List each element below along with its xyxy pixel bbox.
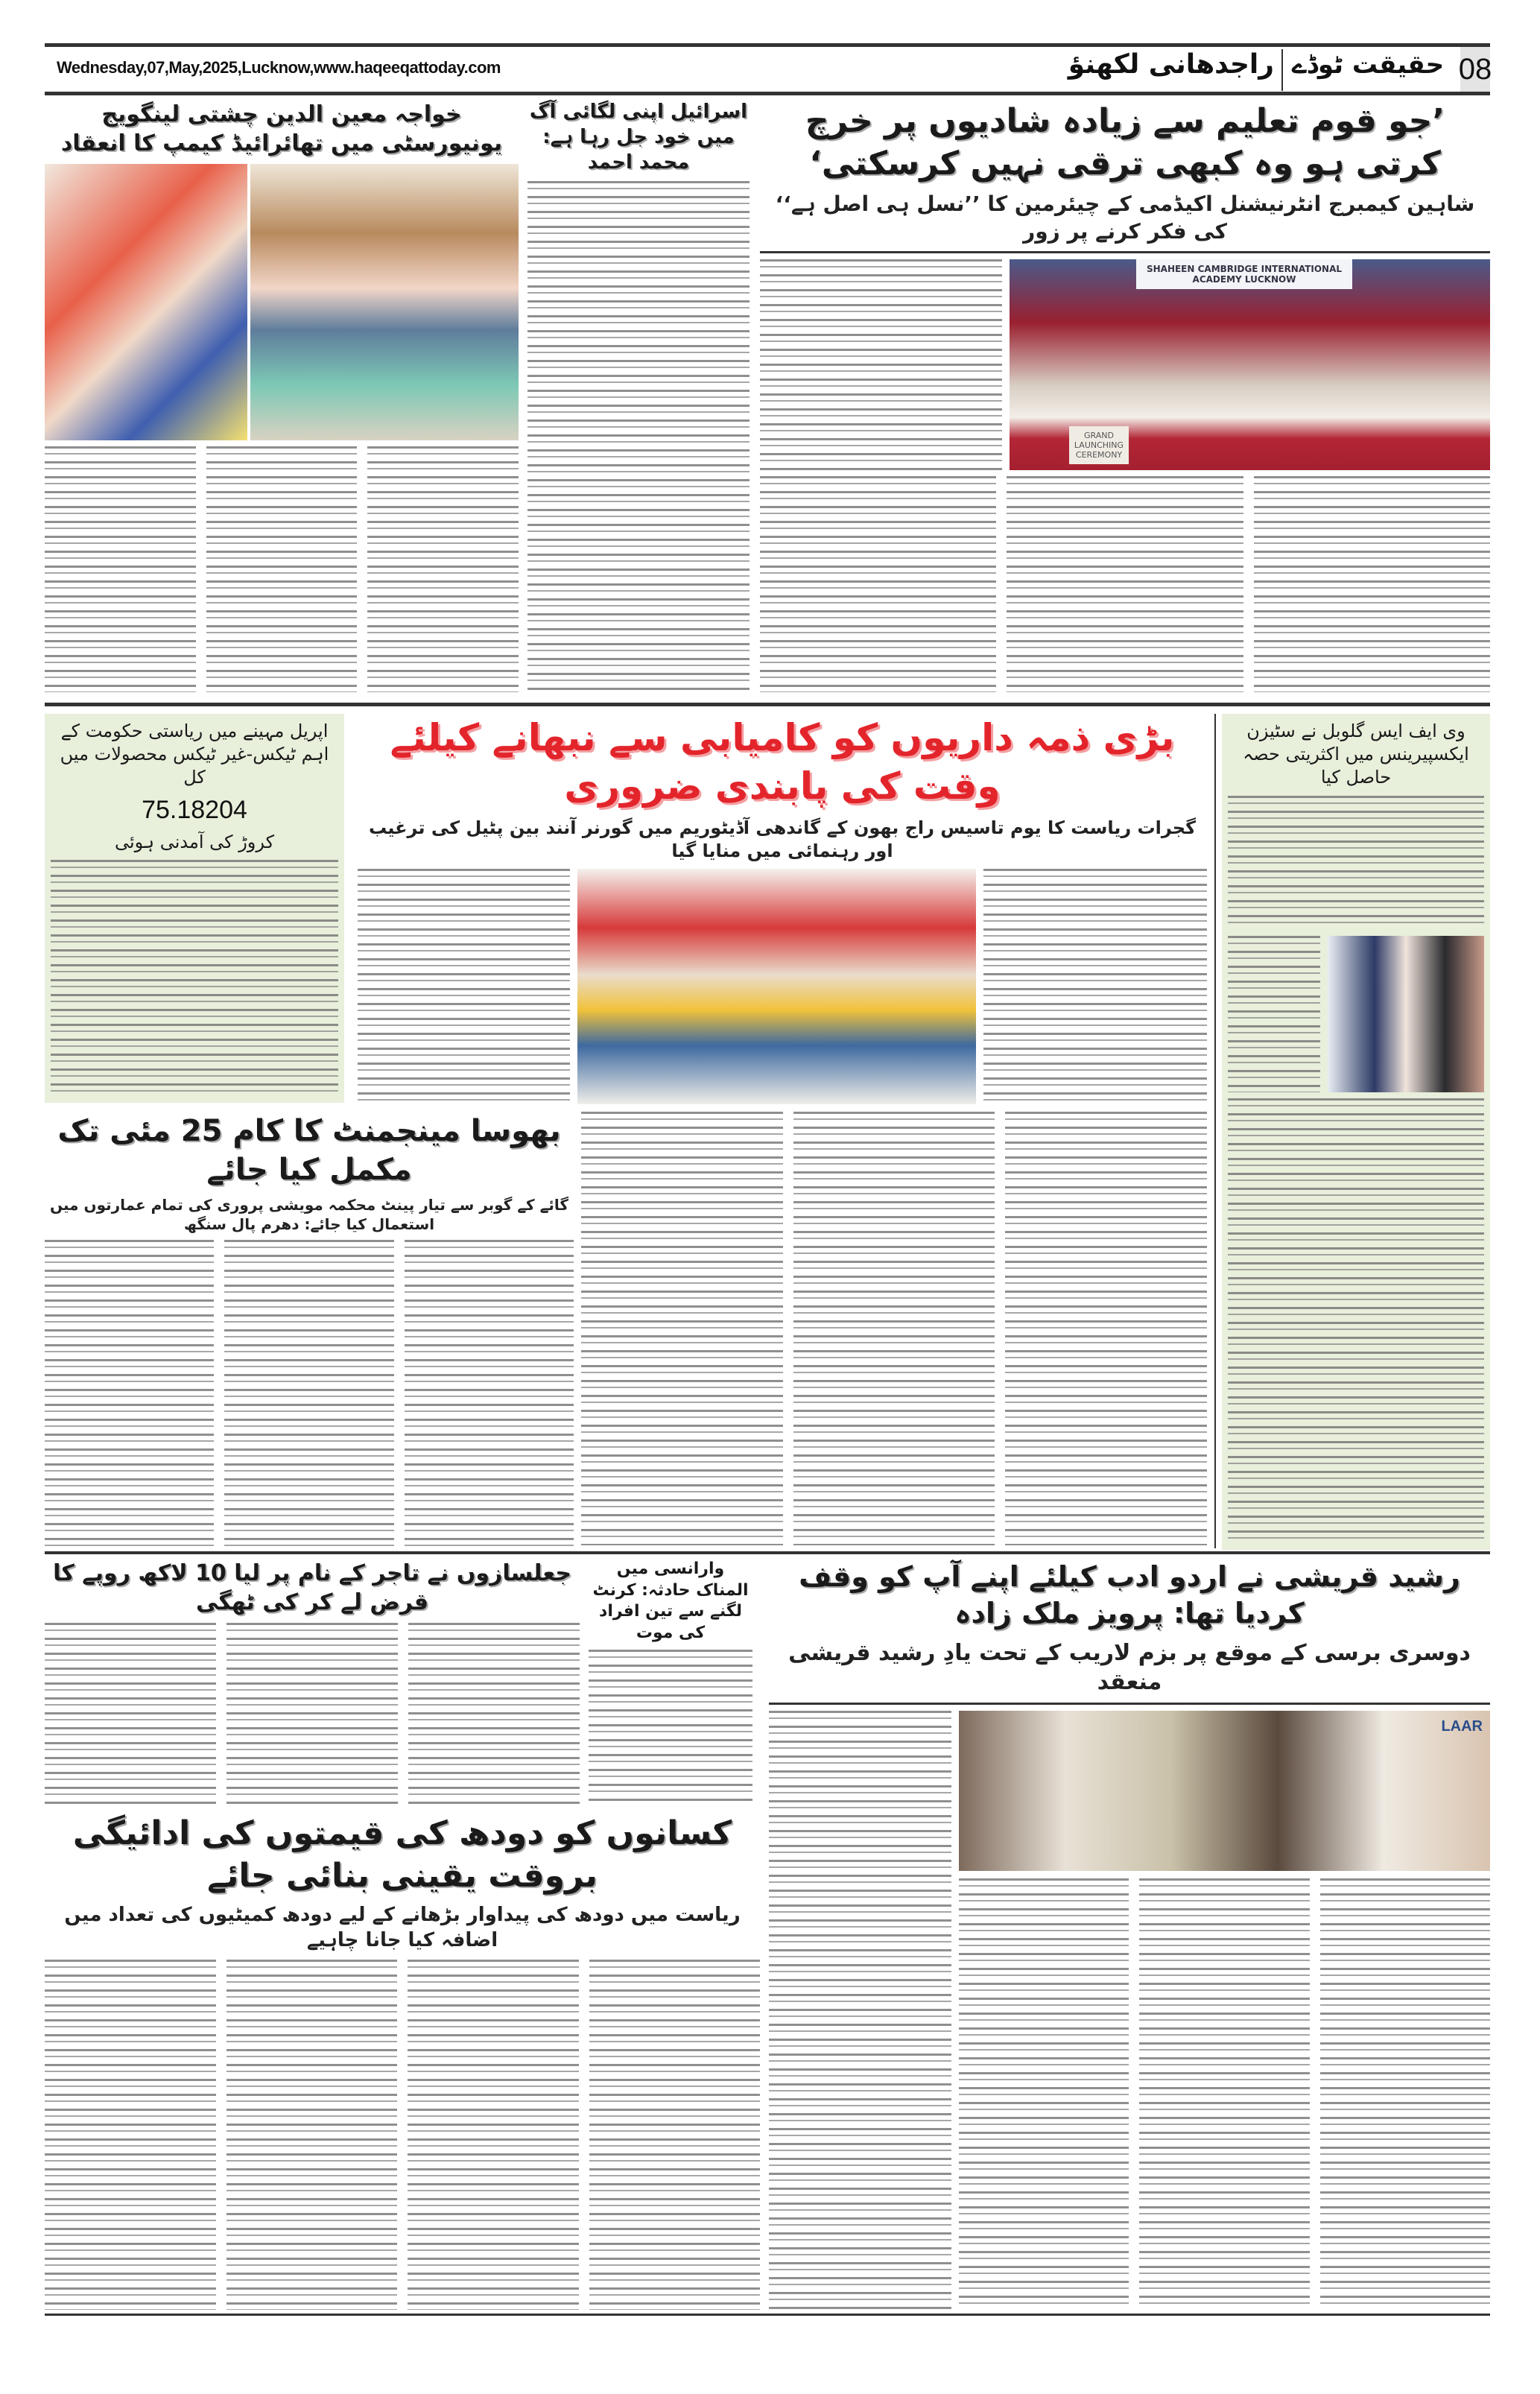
text-column: [224, 1240, 393, 1547]
governor-group-photo: [577, 869, 976, 1104]
rashid-main: [959, 1711, 1490, 2310]
rashid-headline: رشید قریشی نے اردو ادب کیلئے اپنے آپ کو وقف کردیا تھا: پرویز ملک زادہ: [799, 1560, 1460, 1630]
milk-body: [45, 1960, 760, 2310]
event-banner: SHAHEEN CAMBRIDGE INTERNATIONAL ACADEMY LUCKNOW: [1136, 259, 1352, 289]
revenue-box: [45, 714, 344, 1103]
text-column: [226, 1623, 398, 1805]
dateline: Wednesday,07,May,2025,Lucknow,www.haqeeqattoday.com: [57, 58, 501, 77]
rashid-article: [769, 1559, 1490, 2310]
revenue-amount: 75.18204: [142, 795, 247, 824]
text-column: [1254, 476, 1490, 692]
text-column: [1320, 1878, 1490, 2310]
text-column: [1007, 476, 1243, 692]
israel-body: [527, 181, 750, 692]
bottom-rule: [45, 2314, 1490, 2316]
varanasi-body: [589, 1650, 752, 1805]
text-column: [1228, 796, 1484, 930]
revenue-headline-end: کروڑ کی آمدنی ہوئی: [114, 831, 275, 852]
gujarat-subhead: گجرات ریاست کا یوم تاسیس راج بھون کے گاندھی آڈیٹوریم میں گورنر آنند بین پٹیل کی ترغیب اور رہنمائی میں منایا گیا: [368, 817, 1197, 862]
text-column: [1228, 936, 1320, 1092]
varanasi-headline: وارانسی میں المناک حادثہ: کرنٹ لگنے سے تین افراد کی موت: [592, 1559, 749, 1642]
bhusa-article: [45, 1112, 574, 1547]
rashid-subhead: دوسری برسی کے موقع پر بزم لاریب کے تحت یادِ رشید قریشی منعقد: [788, 1639, 1471, 1695]
memorial-meeting-photo: [959, 1711, 1490, 1871]
thyroid-article: [45, 100, 519, 692]
text-column: [1228, 1098, 1484, 1544]
text-column: [45, 1623, 216, 1805]
fraud-body: [45, 1623, 580, 1805]
milk-headline: کسانوں کو دودھ کی قیمتوں کی ادائیگی بروقت یقینی بنائی جائے: [72, 1814, 732, 1896]
text-column: [760, 259, 1002, 470]
education-event-photo: [1010, 259, 1490, 470]
text-column: [589, 1960, 761, 2310]
gujarat-content-row: [358, 869, 1207, 1104]
fraud-article: [45, 1559, 580, 1805]
text-column: [367, 446, 519, 692]
text-column: [206, 446, 358, 692]
text-column: [408, 1960, 579, 2310]
section-rule-1: [45, 703, 1490, 706]
masthead-bottom-rule: [45, 92, 1490, 95]
thyroid-photo-row: [45, 164, 519, 440]
varanasi-article: [589, 1559, 752, 1805]
column-divider: [1214, 714, 1216, 1548]
education-article: [760, 100, 1490, 692]
text-column: [769, 1711, 951, 2310]
education-body-top: [760, 259, 1002, 470]
text-column: [51, 860, 338, 1097]
vfs-body: [1228, 1098, 1484, 1544]
section-rule-2: [45, 1551, 1490, 1554]
rashid-content-row: [769, 1711, 1490, 2310]
education-subhead: شاہین کیمبرج انٹرنیشنل اکیڈمی کے چیئرمین کا ’’نسل ہی اصل ہے‘‘ کی فکر کرنے پر زور: [775, 191, 1475, 244]
israel-article: [527, 100, 750, 692]
text-column: [581, 1112, 783, 1545]
text-column: [358, 869, 570, 1104]
bhusa-headline: بھوسا مینجمنٹ کا کام 25 مئی تک مکمل کیا جائے: [57, 1114, 561, 1187]
israel-headline: اسرائیل اپنی لگائی آگ میں خود جل رہا ہے: محمد احمد: [529, 101, 748, 174]
education-headline: ’جو قوم تعلیم سے زیادہ شادیوں پر خرچ کرتی ہو وہ کبھی ترقی نہیں کرسکتی‘: [805, 102, 1445, 183]
bhusa-subhead: گائے کے گوبر سے تیار پینٹ محکمہ مویشی پروری کی تمام عمارتوں میں استعمال کیا جائے: دھرم پال سنگھ: [50, 1196, 568, 1233]
text-column: [45, 1960, 216, 2310]
text-column: [45, 1240, 214, 1547]
revenue-headline: اپریل مہینے میں ریاستی حکومت کے اہم ٹیکس-غیر ٹیکس محصولات میں کل: [60, 721, 329, 788]
poetry-column: [769, 1711, 951, 2310]
rashid-rule: [769, 1703, 1490, 1705]
rashid-body: [959, 1878, 1490, 2310]
text-column: [589, 1650, 752, 1805]
education-body: [760, 476, 1490, 692]
gujarat-body: [581, 1112, 1207, 1545]
gujarat-headline: بڑی ذمہ داریوں کو کامیابی سے نبھانے کیلئے وقت کی پابندی ضروری: [390, 716, 1175, 808]
vfs-headline: وی ایف ایس گلوبل نے سٹیزن ایکسپیرینس میں اکثریتی حصہ حاصل کیا: [1243, 721, 1469, 788]
vfs-photo-row: [1228, 936, 1484, 1092]
text-column: [45, 446, 196, 692]
text-column: [983, 869, 1207, 1104]
text-column: [793, 1112, 995, 1545]
bhusa-body: [45, 1240, 574, 1547]
text-column: [1139, 1878, 1309, 2310]
thyroid-body: [45, 446, 519, 692]
top-rule: [45, 43, 1490, 47]
paper-name: حقیقت ٹوڈے: [1281, 49, 1453, 91]
milk-subhead: ریاست میں دودھ کی پیداوار بڑھانے کے لیے دودھ کمیٹیوں کی تعداد میں اضافہ کیا جانا چاہیے: [64, 1904, 741, 1952]
vfs-body-side: [1228, 936, 1320, 1092]
group-photo: [250, 164, 519, 440]
vfs-body-top: [1228, 796, 1484, 930]
text-column: [226, 1960, 398, 2310]
revenue-body: [51, 860, 338, 1097]
thyroid-headline: خواجہ معین الدین چشتی لینگویج یونیورسٹی میں تھائرائیڈ کیمپ کا انعقاد: [60, 101, 503, 156]
photo-sign: LAAR: [1441, 1717, 1483, 1735]
text-column: [1005, 1112, 1207, 1545]
text-column: [959, 1878, 1129, 2310]
blood-sample-photo: [45, 164, 247, 440]
gujarat-body-right: [983, 869, 1207, 1104]
section-name: راجدھانی لکھنؤ: [1068, 49, 1274, 80]
milk-article: [45, 1812, 760, 2310]
text-column: [405, 1240, 574, 1547]
gujarat-article: [358, 714, 1207, 1104]
podium: GRAND LAUNCHING CEREMONY: [1069, 426, 1129, 464]
text-column: [408, 1623, 580, 1805]
vfs-executives-photo: [1328, 936, 1484, 1092]
text-column: [760, 476, 996, 692]
gujarat-body-left: [358, 869, 570, 1104]
education-top-row: [760, 259, 1490, 470]
education-rule: [760, 251, 1490, 253]
page-number: 08: [1460, 47, 1490, 92]
fraud-headline: جعلسازوں نے تاجر کے نام پر لیا 10 لاکھ روپے کا قرض لے کر کی ٹھگی: [53, 1560, 571, 1615]
vfs-box: [1222, 714, 1490, 1550]
text-column: [527, 181, 750, 692]
